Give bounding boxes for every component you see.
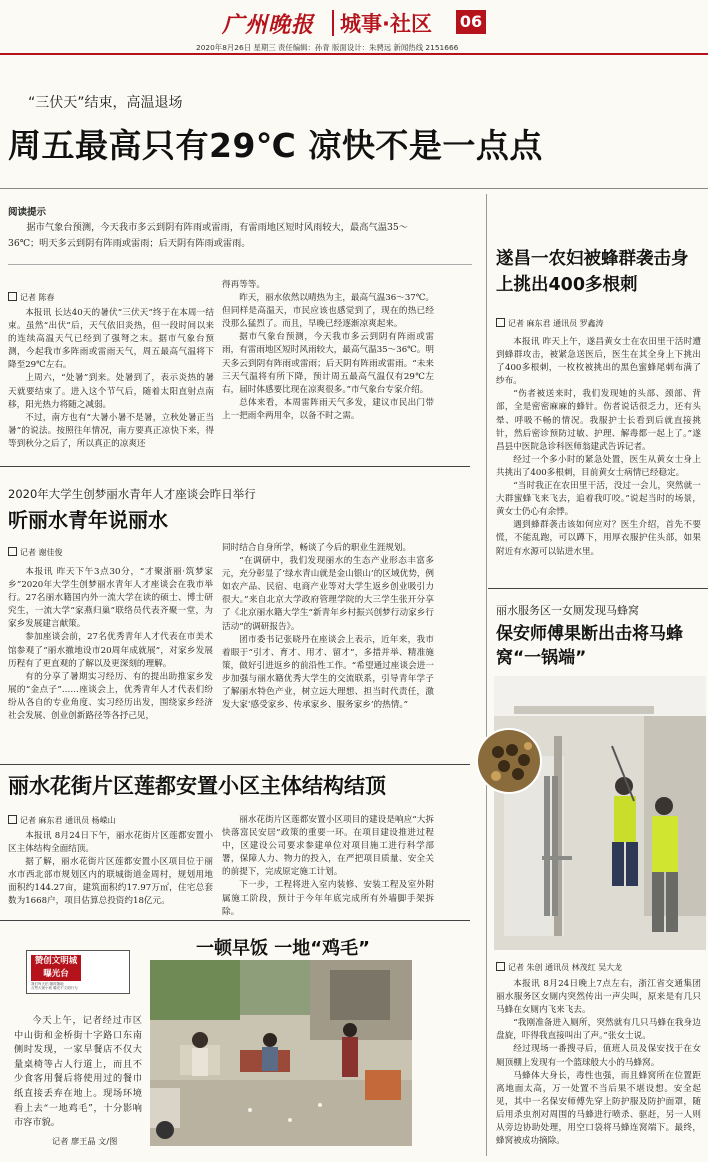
guide-label: 阅读提示 xyxy=(8,207,47,218)
column-tag-badge xyxy=(31,955,81,981)
paragraph: “伤者被送来时，我们发现她的头部、颈部、背部，全是密密麻麻的蜂针。伤者说话很乏力，还有头晕、呼吸不畅的情况。我服护士长看到后就直接挑针，然后密诊预防过敏、护理、解毒都一起上了。”遂昌县中医院急诊科医师翁建武告诉记者。 xyxy=(496,389,701,452)
byline-box-icon xyxy=(496,318,505,327)
paragraph: 参加座谈会前，27名优秀青年人才代表在市美术馆参观了“丽水撤地设市20周年成就展”，对家乡发展历程有了更直观的了解以及更深刻的理解。 xyxy=(8,632,213,669)
story1-col2 xyxy=(222,279,434,423)
story6-headline: 保安师傅果断出击将马蜂窝“一锅端” xyxy=(496,624,683,668)
column-tag-small: 我们每天拍 随时随地 点赞大街小巷 曝光不文明行为 xyxy=(31,982,78,990)
headline-rule xyxy=(0,188,708,189)
section-name: 城事·社区 xyxy=(340,12,432,36)
paragraph: 总体来看，本周雷阵雨天气多发，建议市民出门带上一把雨伞两用伞，以备不时之需。 xyxy=(222,397,434,421)
paragraph: 同时结合自身所学，畅谈了今后的职业生涯规划。 xyxy=(222,543,412,553)
story6-kicker: 丽水服务区一女厕发现马蜂窝 xyxy=(496,604,639,617)
paragraph: 本报讯 昨天上午，遂昌黄女士在农田里干活时遭到蜂群攻击，被紧急送医后，医生在其全身上下挑出了400多根刺，一枚枚被挑出的黑色蜜蜂尾刺布满了纱布。 xyxy=(496,337,701,387)
story1-byline-text: 记者 陈春 xyxy=(20,293,55,302)
paragraph: 马蜂体大身长，毒性也强，而且蜂窝所在位置距离地面太高，万一处置不当后果不堪设想。安全起见，其中一名保安师傅先穿上防护服及防护面罩，随后用杀虫剂对周围的马蜂进行喷杀、驱赶，另一人则从旁边协助处理，用空口袋将马蜂连窝端下。最终，蜂窝被成功摘除。 xyxy=(496,1070,701,1147)
story1-byline xyxy=(8,292,55,303)
story4-headline: 一顿早饭 一地“鸡毛” xyxy=(196,938,370,959)
paragraph: 丽水花街片区莲都安置小区项目的建设是响应“大拆快落富民安居”政策的重要一环。在项目建设推进过程中，区建设公司要求参建单位对项目施工进行科学部署，保障人力、物力的投入，在严把项目质量、安全关的前提下，完成原定施工计划。 xyxy=(222,815,434,878)
story1-kicker: “三伏天”结束，高温退场 xyxy=(28,95,183,111)
paragraph: “当时我正在农田里干活，没过一会儿，突然就一大群蜜蜂飞来飞去，追着我叮咬。”说起当时的场景，黄女士仍心有余悸。 xyxy=(496,481,701,518)
paragraph: 上周六，“处暑”到来。处暑到了，表示炎热的暑天就要结束了。进入这个节气后，随着太阳直射点南移，阳光热力将随之减弱。 xyxy=(8,373,214,410)
hornet-nest-inset-photo xyxy=(476,728,542,794)
story3-end-rule xyxy=(0,920,470,921)
story3-byline xyxy=(8,815,116,826)
paragraph: 本报讯 8月24日晚上7点左右，浙江省交通集团丽水服务区女厕内突然传出一声尖叫，原来是有几只马蜂在女厕内飞来飞去。 xyxy=(496,979,701,1016)
story6-byline-text: 记者 朱创 通讯员 林茂红 吴大龙 xyxy=(508,963,623,972)
story4-body xyxy=(14,1014,142,1131)
masthead xyxy=(0,0,708,56)
paragraph: 本报讯 8月24日下午，丽水花街片区莲都安置小区主体结构全面结顶。 xyxy=(8,831,213,855)
story5-end-rule xyxy=(488,588,708,589)
story1-end-rule xyxy=(0,466,470,467)
paragraph: 据了解，丽水花街片区莲都安置小区项目位于丽水市西北部市规划区内的联城街道金周村，规划用地面积约144.27亩，建筑面积约17.97万㎡，住宅总套数为1668户，项目估算总投资约18亿元。 xyxy=(8,857,213,907)
story2-byline-text: 记者 谢佳俊 xyxy=(20,548,63,557)
masthead-rule xyxy=(0,53,708,55)
story5-byline-text: 记者 麻东君 通讯员 罗鑫涛 xyxy=(508,319,604,328)
story3-col1 xyxy=(8,830,213,909)
paragraph: 有的分享了暑期实习经历、有的提出助推家乡发展的“金点子”……座谈会上，优秀青年人才代表们纷纷从各自的专业角度、实习经历出发，围绕家乡经济社会发展、创业创新路径等各抒己见， xyxy=(8,671,213,722)
masthead-divider xyxy=(332,10,334,36)
column-divider xyxy=(486,194,487,1156)
story6-body xyxy=(496,978,701,1148)
paragraph: 不过，南方也有“大暑小暑不是暑，立秋处暑正当暑”的说法。按照往年情况，南方要真正凉快下来，得等到秋分之后了，所以真正的凉爽还 xyxy=(8,412,214,449)
byline-box-icon xyxy=(496,962,505,971)
paragraph: 得再等等。 xyxy=(222,280,265,290)
column-tag-box xyxy=(26,950,130,994)
paragraph: 经过一个多小时的紧急处置，医生从黄女士身上共挑出了400多根刺，目前黄女士病情已经稳定。 xyxy=(496,454,701,478)
story2-kicker: 2020年大学生创梦丽水青年人才座谈会昨日举行 xyxy=(8,487,256,501)
paragraph: “我刚准备进入厕所，突然就有几只马蜂在我身边盘旋，吓得我直接叫出了声。”张女士说。 xyxy=(496,1018,701,1042)
paragraph: 本报讯 长达40天的暑伏“三伏天”终于在本周一结束。虽然“出伏”后，天气依旧炎热，但一段时间以来的连续高温天气已经到了强弩之末。据市气象台预测，今起我市多阵雨或雷雨天气，周五最高气温将下降至29℃左右。 xyxy=(8,308,214,371)
story2-byline xyxy=(8,547,63,558)
paragraph: 昨天，丽水依然以晴热为主，最高气温36～37℃。但同样是高温天，市民应该也感觉到了，现在的热已经没那么猛烈了。而且，早晚已经逐渐凉爽起来。 xyxy=(222,293,434,330)
story3-byline-text: 记者 麻东君 通讯员 杨嵘山 xyxy=(20,816,116,825)
guide-text: 据市气象台预测，今天我市多云到阴有阵雨或雷雨，有雷雨地区短时风雨较大，最高气温35～36℃；明天多云到阴有阵雨或雷雨；后天阴有阵雨或雷雨。 xyxy=(8,222,408,249)
story2-col1 xyxy=(8,566,213,723)
story2-end-rule xyxy=(0,764,470,765)
breakfast-street-photo xyxy=(150,960,412,1146)
paragraph: 下一步，工程将进入室内装修、安装工程及室外附属施工阶段，预计于今年年底完成所有外墙脚手架拆除。 xyxy=(222,880,434,917)
paper-name: 广州晚报 xyxy=(222,12,315,38)
byline-box-icon xyxy=(8,292,17,301)
paragraph: 今天上午，记者经过市区中山街和金桥街十字路口东南侧时发现，一家早餐店不仅大量桌椅等占人行道上，而且不少食客用餐后将使用过的餐巾纸直接丢弃在地上。现场环境看上去“一地鸡毛”，十分影响市容市貌。 xyxy=(14,1015,142,1129)
paragraph: 经过现场一番搜寻后，值班人员及保安找于在女厕顶棚上发现有一个篮球般大小的马蜂窝。 xyxy=(496,1044,701,1068)
story5-byline xyxy=(496,318,604,329)
paragraph: 本报讯 昨天下午3点30分，“才聚浙丽·筑梦家乡”2020年大学生创梦丽水青年人才座谈会在我市举行。27名丽水籍国内外一流大学在读的硕士、博士研究生，一流大学“家燕归巢”联络员代表齐聚一堂，为家乡发展建言献策。 xyxy=(8,567,213,630)
story2-col2 xyxy=(222,542,434,712)
hornet-nest-removal-photo xyxy=(494,676,706,950)
byline-box-icon xyxy=(8,815,17,824)
paragraph: “在调研中，我们发现丽水的生态产业形态丰富多元，充分彰显了‘绿水青山就是金山银山’的区域优势，例如农产品、民宿、电商产业等对大学生返乡创业吸引力很大。”来自北京大学政府管理学院的大三学生张开分享了《北京丽水籍大学生“新青年乡村振兴创梦行动家乡行活动”的调研报告》。 xyxy=(222,556,434,632)
story1-col1 xyxy=(8,307,214,451)
story5-headline: 遂昌一农妇被蜂群袭击身上挑出400多根刺 xyxy=(496,249,689,295)
page-number: 06 xyxy=(456,10,486,34)
paragraph: 遇到蜂群袭击该如何应对？医生介绍，首先不要慌，不能乱跑，可以蹲下，用厚衣服护住头部，如果附近有水源可以钻进水里。 xyxy=(496,520,701,557)
story3-headline: 丽水花街片区莲都安置小区主体结构结顶 xyxy=(8,774,386,798)
masthead-meta: 2020年8月26日 星期三 责任编辑：孙青 版面设计：朱骋远 新闻热线 2151666 xyxy=(196,43,459,52)
story1-headline: 周五最高只有29℃ 凉快不是一点点 xyxy=(8,126,543,165)
story4-credit: 记者 廖王晶 文/图 xyxy=(52,1136,118,1146)
story2-headline: 听丽水青年说丽水 xyxy=(8,508,168,532)
paragraph: 据市气象台预测，今天我市多云到阴有阵雨或雷雨，有雷雨地区短时风雨较大，最高气温35～36℃。明天多云到阴有阵雨或雷雨；后天阴有阵雨或雷雨。“未来三天气温将有所下降，预计周五最高气温仅有29℃左右，届时体感要比现在凉爽很多。”市气象台专家介绍。 xyxy=(222,332,434,395)
story6-byline xyxy=(496,962,622,973)
byline-box-icon xyxy=(8,547,17,556)
guide-rule xyxy=(8,264,472,265)
column-tag-text: 赞创文明城曝光台 xyxy=(34,956,78,979)
paragraph: 团市委书记张晓丹在座谈会上表示，近年来，我市着眼于“引才、育才、用才、留才”，多措并举、精准施策，做好引进返乡的前沿性工作。“希望通过座谈会进一步加强与丽水籍优秀大学生的交流联系，引导青年学子了解丽水特色产业，树立远大理想、担当时代责任，激发大家‘感受家乡、传承家乡、服务家乡’的热情。” xyxy=(222,634,434,711)
story5-body xyxy=(496,336,701,559)
story3-col2 xyxy=(222,814,434,919)
